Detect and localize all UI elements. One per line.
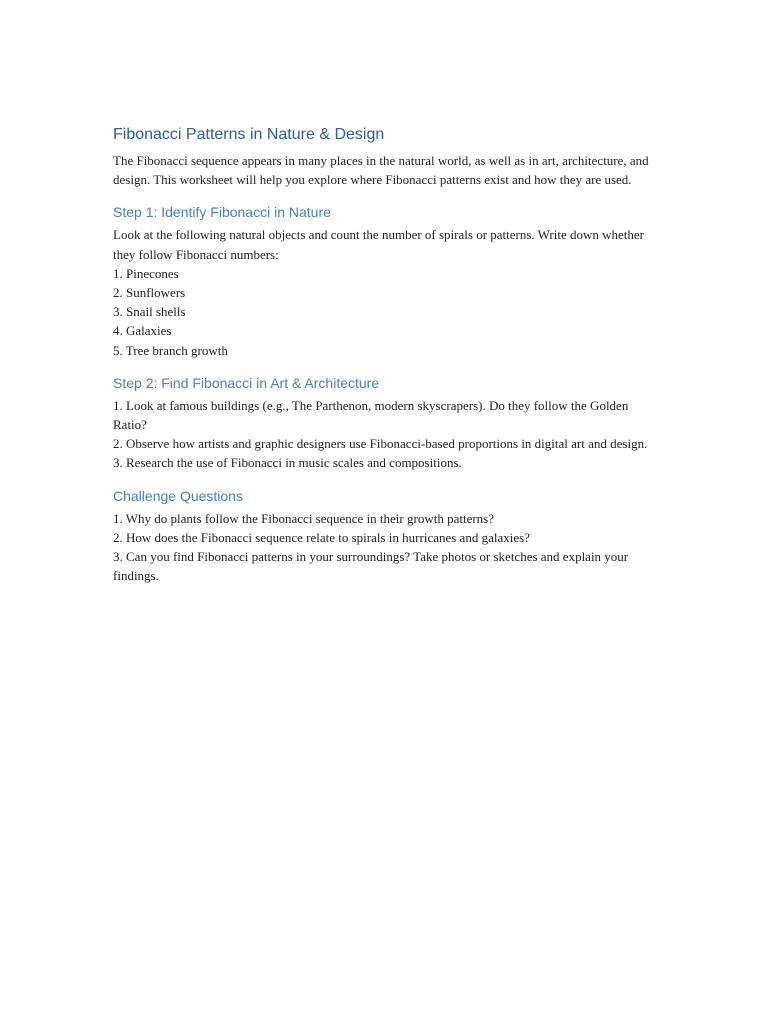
list-item: 2. Sunflowers [113, 285, 186, 301]
list-item: 4. Galaxies [113, 323, 172, 339]
list-item: 5. Tree branch growth [113, 342, 228, 358]
section-step-1 [113, 202, 658, 359]
section-heading: Challenge Questions [113, 487, 243, 504]
list-item: 3. Research the use of Fibonacci in music scales and compositions. [113, 455, 462, 471]
list-item: 1. Look at famous buildings (e.g., The Parthenon, modern skyscrapers). Do they follow the Golden Ratio? [113, 397, 629, 433]
list-item: 2. How does the Fibonacci sequence relate to spirals in hurricanes and galaxies? [113, 529, 530, 545]
section-challenge [113, 486, 658, 586]
section-step-2 [113, 373, 658, 473]
art-architecture-list [113, 396, 658, 473]
document-title: Fibonacci Patterns in Nature & Design [113, 126, 385, 143]
list-item: 1. Pinecones [113, 265, 179, 281]
list-item: 1. Why do plants follow the Fibonacci sequence in their growth patterns? [113, 510, 494, 526]
challenge-list [113, 509, 658, 586]
section-heading: Step 2: Find Fibonacci in Art & Architecture [113, 374, 380, 391]
list-item: 2. Observe how artists and graphic designers use Fibonacci-based proportions in digital art and design. [113, 436, 648, 452]
nature-list [113, 264, 658, 360]
list-item: 3. Snail shells [113, 304, 186, 320]
section-heading: Step 1: Identify Fibonacci in Nature [113, 204, 331, 221]
worksheet-page [113, 124, 658, 585]
list-item: 3. Can you find Fibonacci patterns in your surroundings? Take photos or sketches and explain your findings. [113, 549, 629, 584]
section-intro: Look at the following natural objects and count the number of spirals or patterns. Write down whether they follow Fibonacci numbers: [113, 227, 645, 262]
intro-paragraph: The Fibonacci sequence appears in many places in the natural world, as well as in art, architecture, and design. This worksheet will help you explore where Fibonacci patterns exist and how they are used. [113, 153, 649, 188]
